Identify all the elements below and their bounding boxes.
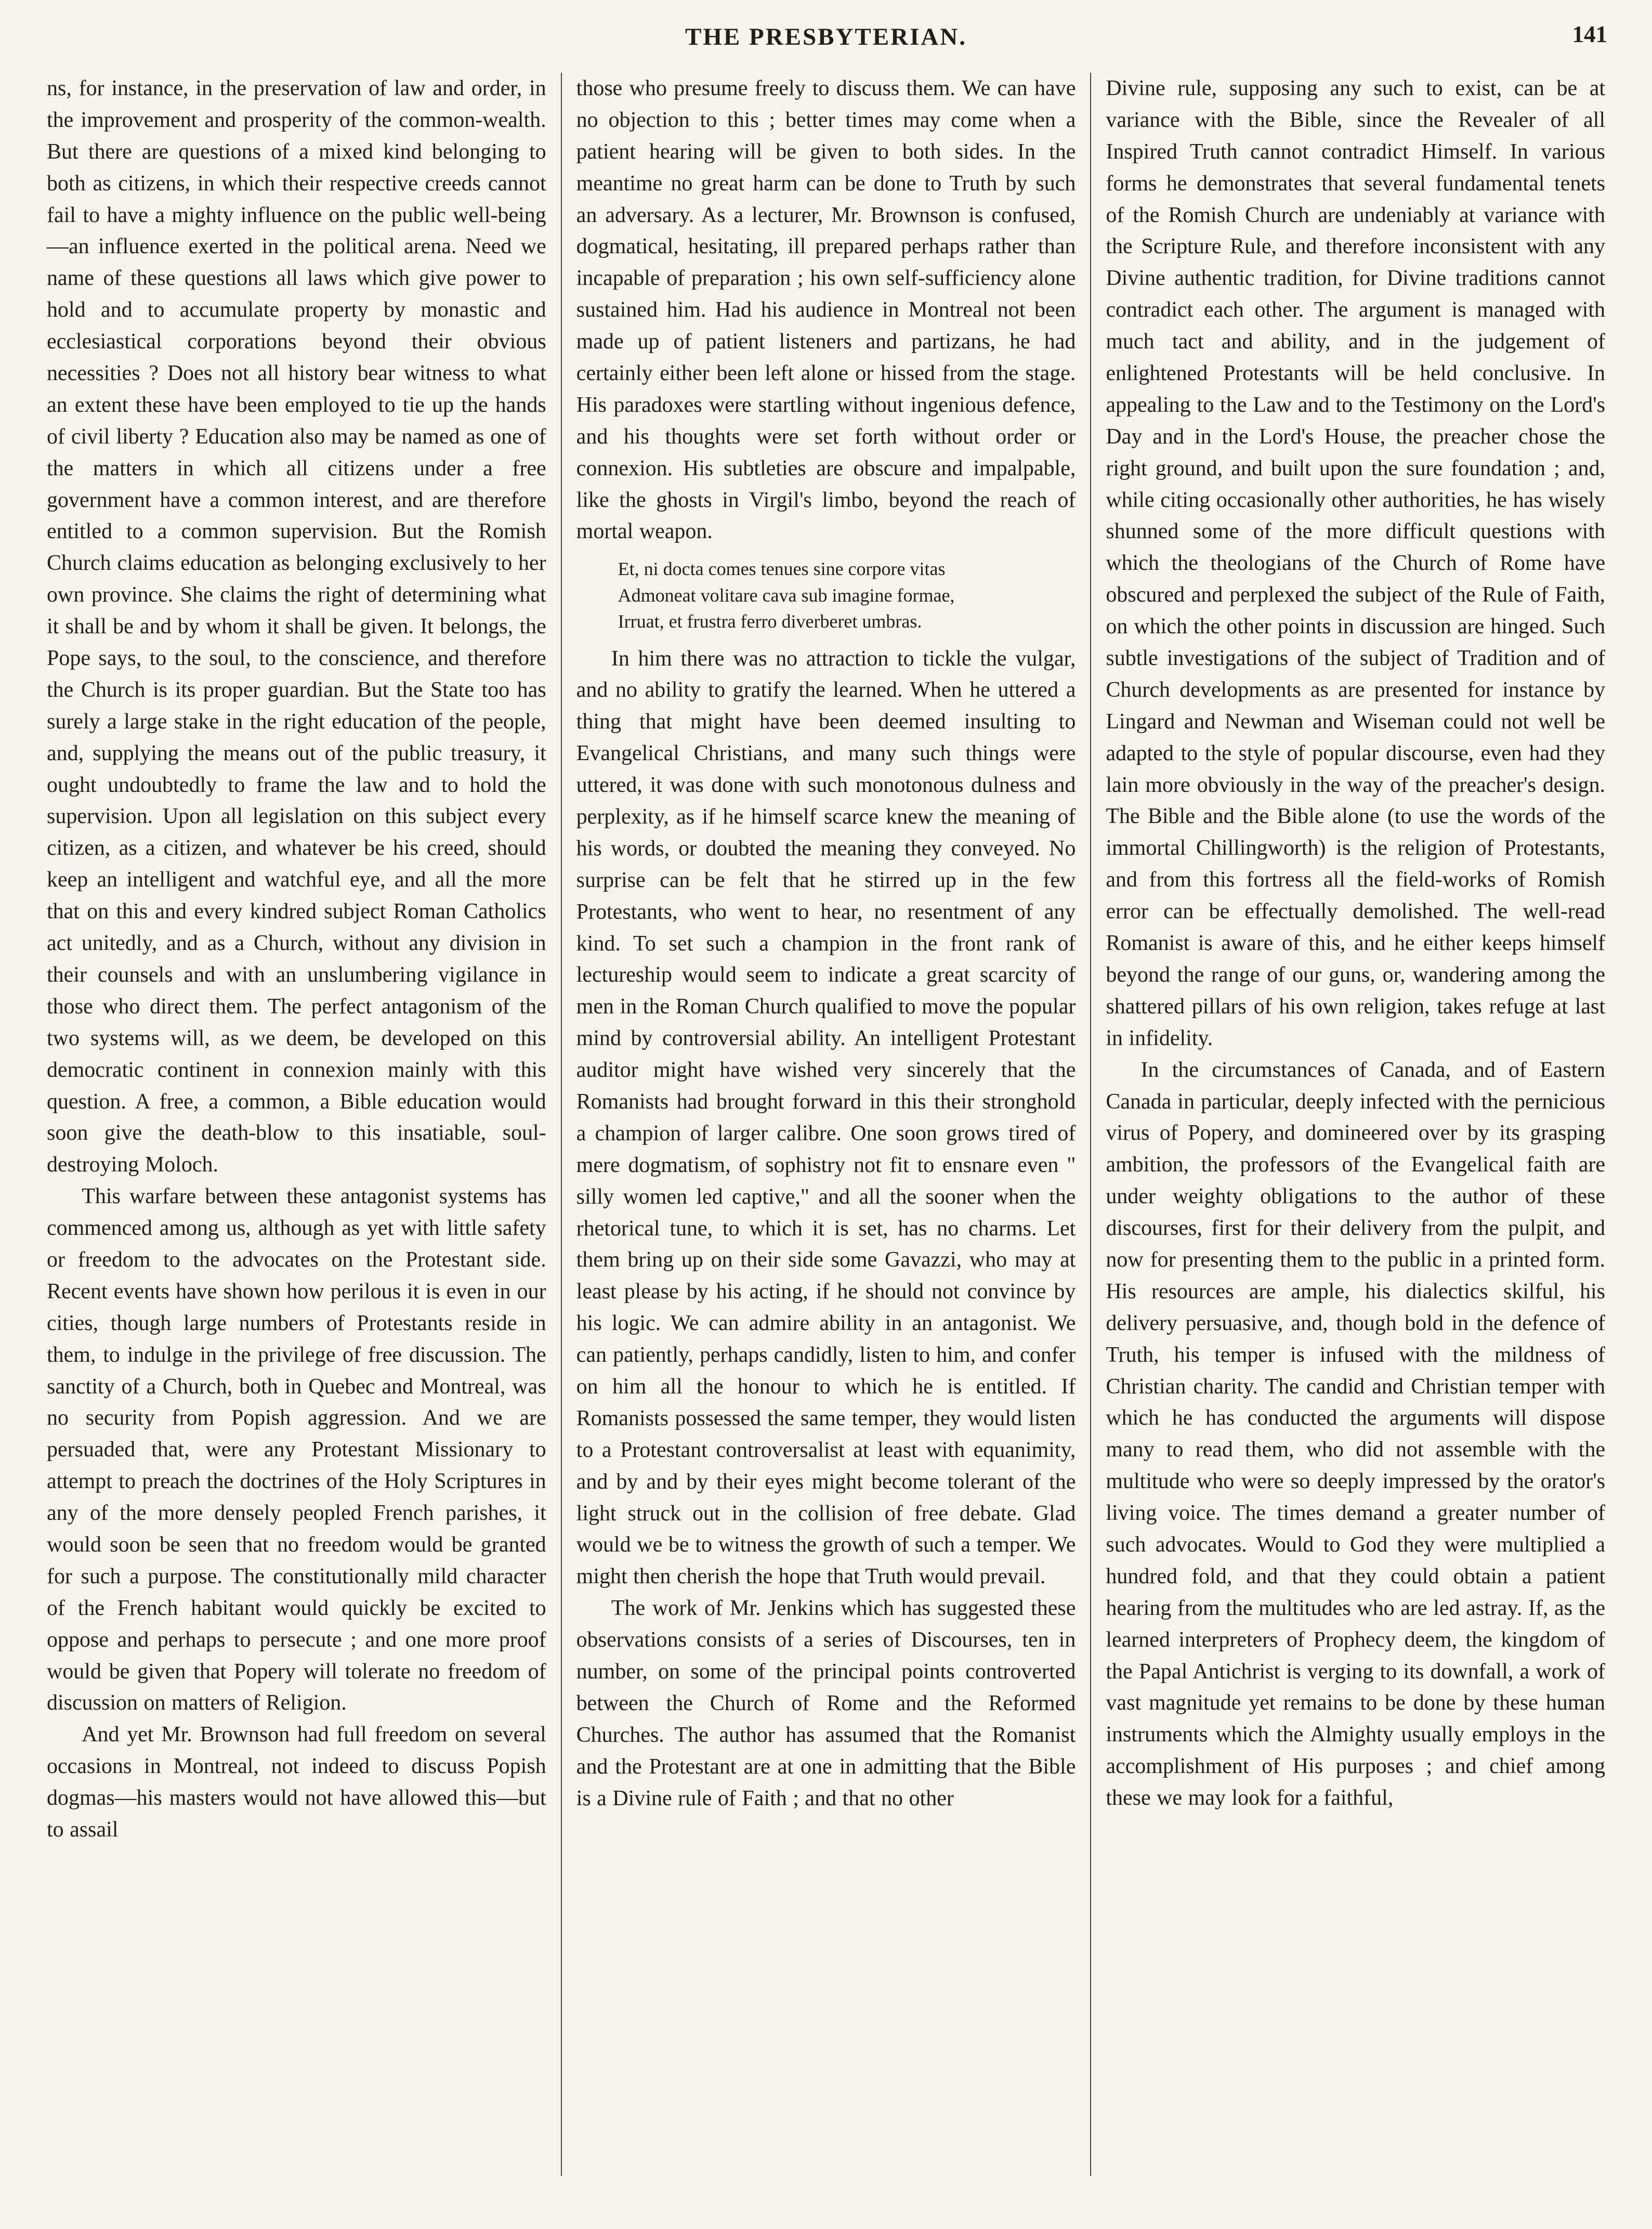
- text-column-2: [561, 73, 1091, 2176]
- page-number: 141: [1572, 21, 1607, 47]
- columns-container: [32, 73, 1620, 2176]
- paragraph: ns, for instance, in the preservation of law and order, in the improvement and prosperity of the common-wealth. But there are questions of a mixed kind belonging to both as citizens, in which their respective creeds cannot fail to have a mighty influence on the public well-being—an influence exerted in the political arena. Need we name of these questions all laws which give power to hold and to accumulate property by monastic and ecclesiastical corporations beyond their obvious necessities ? Does not all history bear witness to what an extent these have been employed to tie up the hands of civil liberty ? Education also may be named as one of the matters in which all citizens under a free government have a common interest, and are therefore entitled to a common supervision. But the Romish Church claims education as belonging exclusively to her own province. She claims the right of determining what it shall be and by whom it shall be given. It belongs, the Pope says, to the soul, to the conscience, and therefore the Church is its proper guardian. But the State too has surely a large stake in the right education of the people, and, supplying the means out of the public treasury, it ought undoubtedly to frame the law and to hold the supervision. Upon all legislation on this subject every citizen, as a citizen, and whatever be his creed, should keep an intelligent and watchful eye, and all the more that on this and every kindred subject Roman Catholics act unitedly, and as a Church, without any division in their counsels and with an unslumbering vigilance in those who direct them. The perfect antagonism of the two systems will, as we deem, be developed on this democratic continent in connexion mainly with this question. A free, a common, a Bible education would soon give the death-blow to this insatiable, soul-destroying Moloch.: [47, 76, 546, 1177]
- latin-verse-line: Admoneat volitare cava sub imagine formae,: [618, 584, 955, 606]
- text-column-1: [32, 73, 561, 2176]
- latin-verse-line: Et, ni docta comes tenues sine corpore vitas: [618, 558, 946, 580]
- paragraph: In him there was no attraction to tickle the vulgar, and no ability to gratify the learned. When he uttered a thing that might have been deemed insulting to Evangelical Christians, and many such things were uttered, it was done with such monotonous dulness and perplexity, as if he himself scarce knew the meaning of his words, or doubted the meaning they conveyed. No surprise can be felt that he stirred up in the few Protestants, who went to hear, no resentment of any kind. To set such a champion in the front rank of lectureship would seem to indicate a great scarcity of men in the Roman Church qualified to move the popular mind by controversial ability. An intelligent Protestant auditor might have wished very sincerely that the Romanists had brought forward in this their stronghold a champion of larger calibre. One soon grows tired of mere dogmatism, of sophistry not fit to ensnare even " silly women led captive," and all the sooner when the rhetorical tune, to which it is set, has no charms. Let them bring up on their side some Gavazzi, who may at least please by his acting, if he should not convince by his logic. We can admire ability in an antagonist. We can patiently, perhaps candidly, listen to him, and confer on him all the honour to which he is entitled. If Romanists possessed the same temper, they would listen to a Protestant controversalist at least with equanimity, and by and by their eyes might become tolerant of the light struck out in the collision of free debate. Glad would we be to witness the growth of such a temper. We might then cherish the hope that Truth would prevail.: [576, 646, 1076, 1589]
- page-header: [32, 18, 1620, 62]
- paragraph: And yet Mr. Brownson had full freedom on several occasions in Montreal, not indeed to discuss Popish dogmas—his masters would not have allowed this—but to assail: [47, 1723, 546, 1842]
- paragraph: The work of Mr. Jenkins which has suggested these observations consists of a series of Discourses, ten in number, on some of the principal points controverted between the Church of Rome and the Reformed Churches. The author has assumed that the Romanist and the Protestant are at one in admitting that the Bible is a Divine rule of Faith ; and that no other: [576, 1596, 1076, 1810]
- page-title: THE PRESBYTERIAN.: [685, 23, 967, 50]
- latin-verse: [618, 556, 1076, 634]
- text-column-3: [1090, 73, 1620, 2176]
- paragraph: This warfare between these antagonist systems has commenced among us, although as yet with little safety or freedom to the advocates on the Protestant side. Recent events have shown how perilous it is even in our cities, though large numbers of Protestants reside in them, to indulge in the privilege of free discussion. The sanctity of a Church, both in Quebec and Montreal, was no security from Popish aggression. And we are persuaded that, were any Protestant Missionary to attempt to preach the doctrines of the Holy Scriptures in any of the more densely peopled French parishes, it would soon be seen that no freedom would be granted for such a purpose. The constitutionally mild character of the French habitant would quickly be excited to oppose and perhaps to persecute ; and one more proof would be given that Popery will tolerate no freedom of discussion on matters of Religion.: [47, 1184, 546, 1715]
- paragraph: In the circumstances of Canada, and of Eastern Canada in particular, deeply infected with the pernicious virus of Popery, and domineered over by its grasping ambition, the professors of the Evangelical faith are under weighty obligations to the author of these discourses, first for their delivery from the pulpit, and now for presenting them to the public in a printed form. His resources are ample, his dialectics skilful, his delivery persuasive, and, though bold in the defence of Truth, his temper is infused with the mildness of Christian charity. The candid and Christian temper with which he has conducted the arguments will dispose many to read them, who did not assemble with the multitude who were so deeply impressed by the orator's living voice. The times demand a greater number of such advocates. Would to God they were multiplied a hundred fold, and that they could obtain a patient hearing from the multitudes who are led astray. If, as the learned interpreters of Prophecy deem, the kingdom of the Papal Antichrist is verging to its downfall, a work of vast magnitude yet remains to be done by these human instruments which the Almighty usually employs in the accomplishment of His purposes ; and chief among these we may look for a faithful,: [1106, 1058, 1606, 1810]
- paragraph: Divine rule, supposing any such to exist, can be at variance with the Bible, since the Revealer of all Inspired Truth cannot contradict Himself. In various forms he demonstrates that several fundamental tenets of the Romish Church are undeniably at variance with the Scripture Rule, and therefore inconsistent with any Divine authentic tradition, for Divine traditions cannot contradict each other. The argument is managed with much tact and ability, and in the judgement of enlightened Protestants will be held conclusive. In appealing to the Law and to the Testimony on the Lord's Day and in the Lord's House, the preacher chose the right ground, and built upon the sure foundation ; and, while citing occasionally other authorities, he has wisely shunned some of the more difficult questions with which the theologians of the Church of Rome have obscured and perplexed the subject of the Rule of Faith, on which the other points in discussion are hinged. Such subtle investigations of the subject of Tradition and of Church developments as are presented for instance by Lingard and Newman and Wiseman could not well be adapted to the style of popular discourse, even had they lain more obviously in the way of the preacher's design. The Bible and the Bible alone (to use the words of the immortal Chillingworth) is the religion of Protestants, and from this fortress all the field-works of Romish error can be effectually demolished. The well-read Romanist is aware of this, and he either keeps himself beyond the range of our guns, or, wandering among the shattered pillars of his own religion, takes refuge at last in infidelity.: [1106, 76, 1606, 1050]
- paragraph: those who presume freely to discuss them. We can have no objection to this ; better times may come when a patient hearing will be given to both sides. In the meantime no great harm can be done to Truth by such an adversary. As a lecturer, Mr. Brownson is confused, dogmatical, hesitating, ill prepared perhaps rather than incapable of preparation ; his own self-sufficiency alone sustained him. Had his audience in Montreal not been made up of patient listeners and partizans, he had certainly either been left alone or hissed from the stage. His paradoxes were startling without ingenious defence, and his thoughts were set forth without order or connexion. His subtleties are obscure and impalpable, like the ghosts in Virgil's limbo, beyond the reach of mortal weapon.: [576, 76, 1076, 544]
- latin-verse-line: Irruat, et frustra ferro diverberet umbras.: [618, 611, 922, 632]
